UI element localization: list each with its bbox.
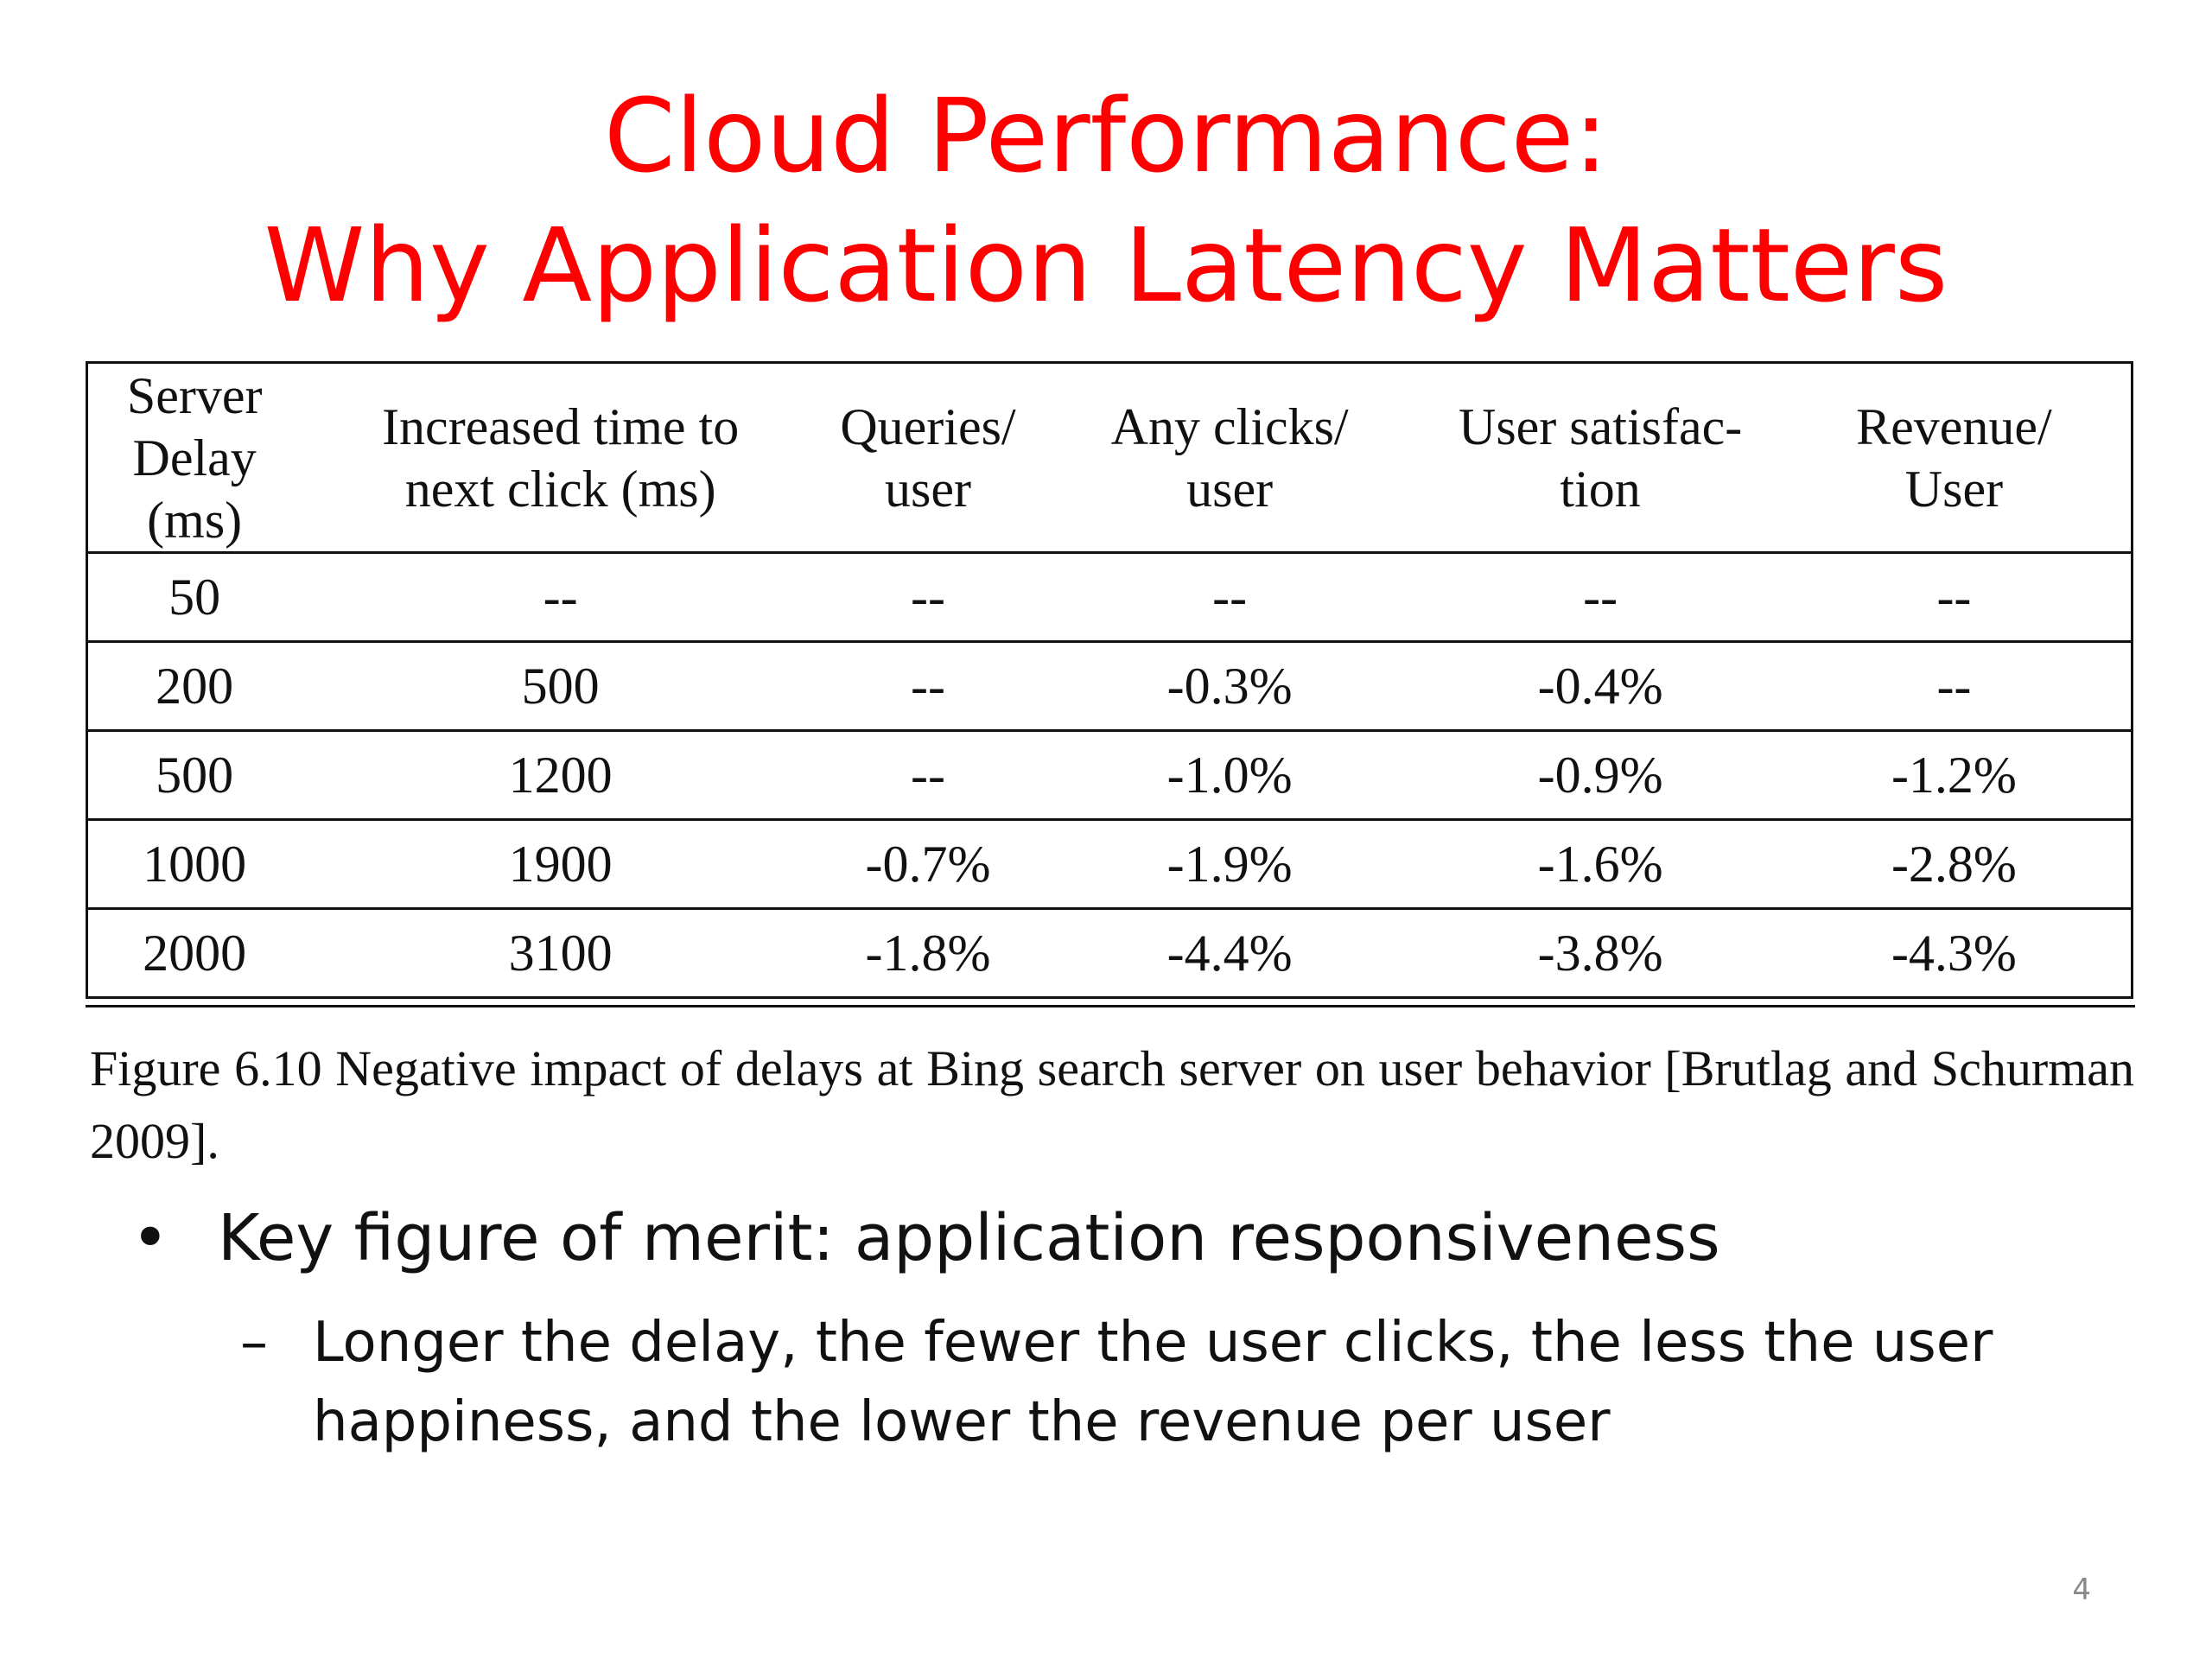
- table-cell: --: [301, 553, 820, 642]
- header-queries: Queries/ user: [820, 363, 1036, 553]
- table-cell: -3.8%: [1537, 924, 1663, 982]
- caption-divider: [86, 1005, 2135, 1007]
- table-cell: -1.2%: [1777, 731, 2133, 820]
- bullet-text: Key figure of merit: application responsiveness: [218, 1201, 1720, 1275]
- table-cell: --: [1036, 553, 1423, 642]
- table-row: [87, 820, 2133, 909]
- table-cell: 500: [301, 642, 820, 731]
- table-cell: -0.7%: [820, 820, 1036, 909]
- table-cell: -1.6%: [1423, 820, 1777, 909]
- table-cell: -1.0%: [1036, 731, 1423, 820]
- table-cell: --: [1423, 553, 1777, 642]
- table-cell: 500: [87, 731, 302, 820]
- latency-table-container: [86, 361, 2133, 999]
- table-cell: --: [820, 731, 1036, 820]
- header-next-click: Increased time to next click (ms): [301, 363, 820, 553]
- table-cell: 200: [87, 642, 302, 731]
- title-line-2: Why Application Latency Matters: [264, 206, 1948, 325]
- table-cell: -0.3%: [1036, 642, 1423, 731]
- table-cell: --: [1777, 553, 2133, 642]
- table-cell: -1.9%: [1036, 820, 1423, 909]
- title-line-1: Cloud Performance:: [603, 76, 1609, 195]
- table-cell: -0.9%: [1423, 731, 1777, 820]
- table-cell: 1200: [301, 731, 820, 820]
- header-user-satisfaction: User satisfac- tion: [1423, 363, 1777, 553]
- bullet-dot-icon: •: [131, 1201, 169, 1275]
- table-cell: -1.8%: [865, 924, 991, 982]
- table-cell: --: [820, 553, 1036, 642]
- latency-impact-table: [86, 361, 2133, 999]
- dash-icon: –: [240, 1311, 268, 1375]
- table-cell: -0.4%: [1423, 642, 1777, 731]
- table-row: [87, 553, 2133, 642]
- table-cell: 3100: [508, 924, 613, 982]
- figure-caption: Figure 6.10 Negative impact of delays at Bing search server on user behavior [Brutlag and Schurman 2009].: [90, 1040, 2134, 1169]
- table-row: [87, 642, 2133, 731]
- header-revenue: Revenue/ User: [1777, 363, 2133, 553]
- table-cell: -4.3%: [1891, 924, 2017, 982]
- table-cell: --: [1777, 642, 2133, 731]
- table-cell: -4.4%: [1166, 924, 1293, 982]
- slide-title: [0, 71, 2212, 330]
- table-cell: 1900: [301, 820, 820, 909]
- table-cell: -2.8%: [1777, 820, 2133, 909]
- page-number: 4: [2072, 1573, 2091, 1607]
- table-header-row: [87, 363, 2133, 553]
- header-any-clicks: Any clicks/ user: [1036, 363, 1423, 553]
- sub-bullet-text: Longer the delay, the fewer the user clicks, the less the user happiness, and the lower the revenue per user: [313, 1311, 1993, 1454]
- table-cell: --: [820, 642, 1036, 731]
- header-server-delay: Server Delay (ms): [87, 363, 302, 553]
- table-cell: 2000: [143, 924, 247, 982]
- table-cell: 50: [87, 553, 302, 642]
- table-row: [87, 731, 2133, 820]
- table-row: [87, 909, 2133, 998]
- table-cell: 1000: [87, 820, 302, 909]
